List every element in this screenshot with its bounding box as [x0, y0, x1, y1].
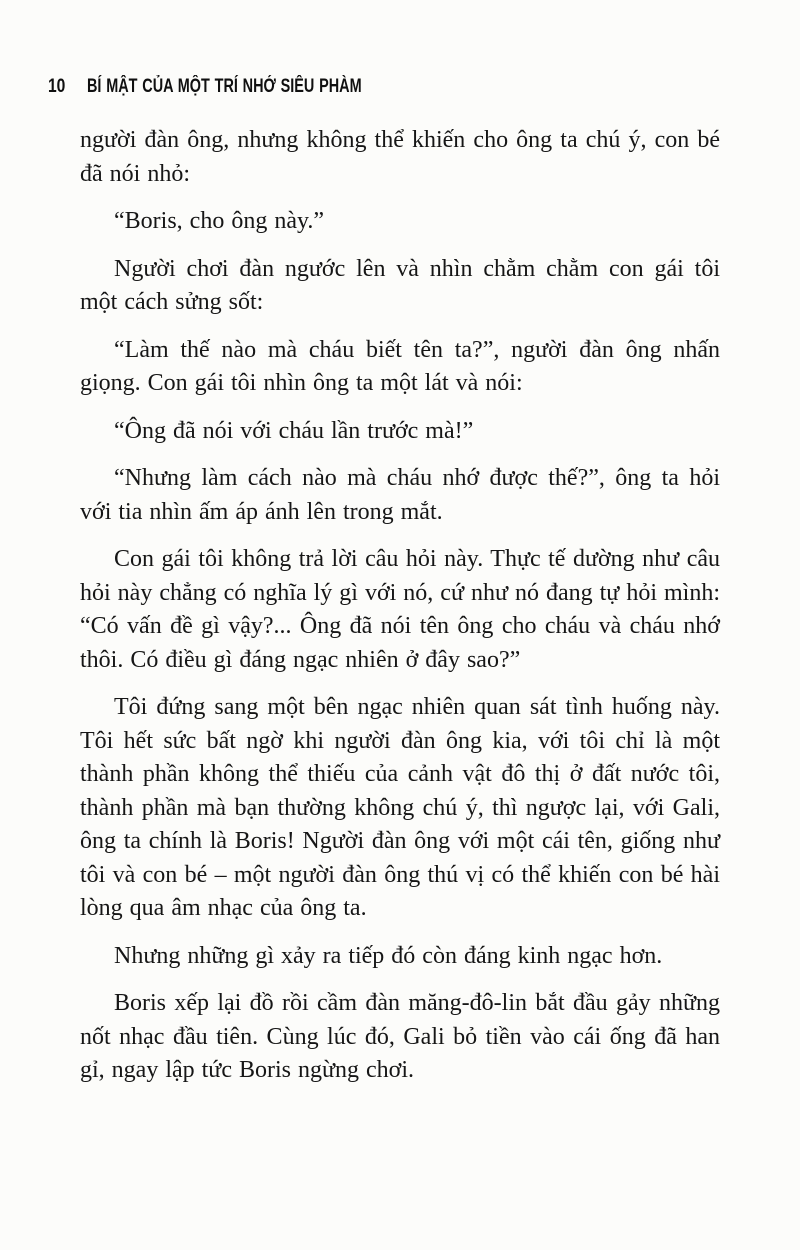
- page-number: 10: [48, 76, 66, 97]
- paragraph: “Boris, cho ông này.”: [114, 208, 325, 234]
- paragraph: Người chơi đàn ngước lên và nhìn chằm chằm con gái tôi một cách sửng sốt:: [80, 255, 720, 315]
- paragraph: Boris xếp lại đồ rồi cầm đàn măng-đô-lin bắt đầu gảy những nốt nhạc đầu tiên. Cùng lúc đó, Gali bỏ tiền vào cái ống đã han gỉ, ngay lập tức Boris ngừng chơi.: [80, 990, 720, 1083]
- paragraph: “Ông đã nói với cháu lần trước mà!”: [114, 417, 474, 444]
- paragraph: “Nhưng làm cách nào mà cháu nhớ được thế?”, ông ta hỏi với tia nhìn ấm áp ánh lên trong mắt.: [80, 465, 720, 525]
- body-text: [80, 124, 720, 1102]
- paragraph: người đàn ông, nhưng không thể khiến cho ông ta chú ý, con bé đã nói nhỏ:: [80, 127, 720, 187]
- page-header: [48, 76, 448, 98]
- paragraph: “Làm thế nào mà cháu biết tên ta?”, người đàn ông nhấn giọng. Con gái tôi nhìn ông ta một lát và nói:: [80, 336, 720, 396]
- paragraph: Tôi đứng sang một bên ngạc nhiên quan sát tình huống này. Tôi hết sức bất ngờ khi người đàn ông kia, với tôi chỉ là một thành phần không thể thiếu của cảnh vật đô thị ở đất nước tôi, thành phần mà bạn thường không chú ý, thì ngược lại, với Gali, ông ta chính là Boris! Người đàn ông với một cái tên, giống như tôi và con bé – một người đàn ông thú vị có thể khiến con bé hài lòng qua âm nhạc của ông ta.: [80, 694, 720, 921]
- paragraph: Nhưng những gì xảy ra tiếp đó còn đáng kinh ngạc hơn.: [114, 942, 663, 969]
- running-title: BÍ MẬT CỦA MỘT TRÍ NHỚ SIÊU PHÀM: [87, 76, 362, 97]
- paragraph: Con gái tôi không trả lời câu hỏi này. Thực tế dường như câu hỏi này chẳng có nghĩa lý gì với nó, cứ như nó đang tự hỏi mình: “Có vấn đề gì vậy?... Ông đã nói tên ông cho cháu và cháu nhớ thôi. Có điều gì đáng ngạc nhiên ở đây sao?”: [80, 546, 720, 673]
